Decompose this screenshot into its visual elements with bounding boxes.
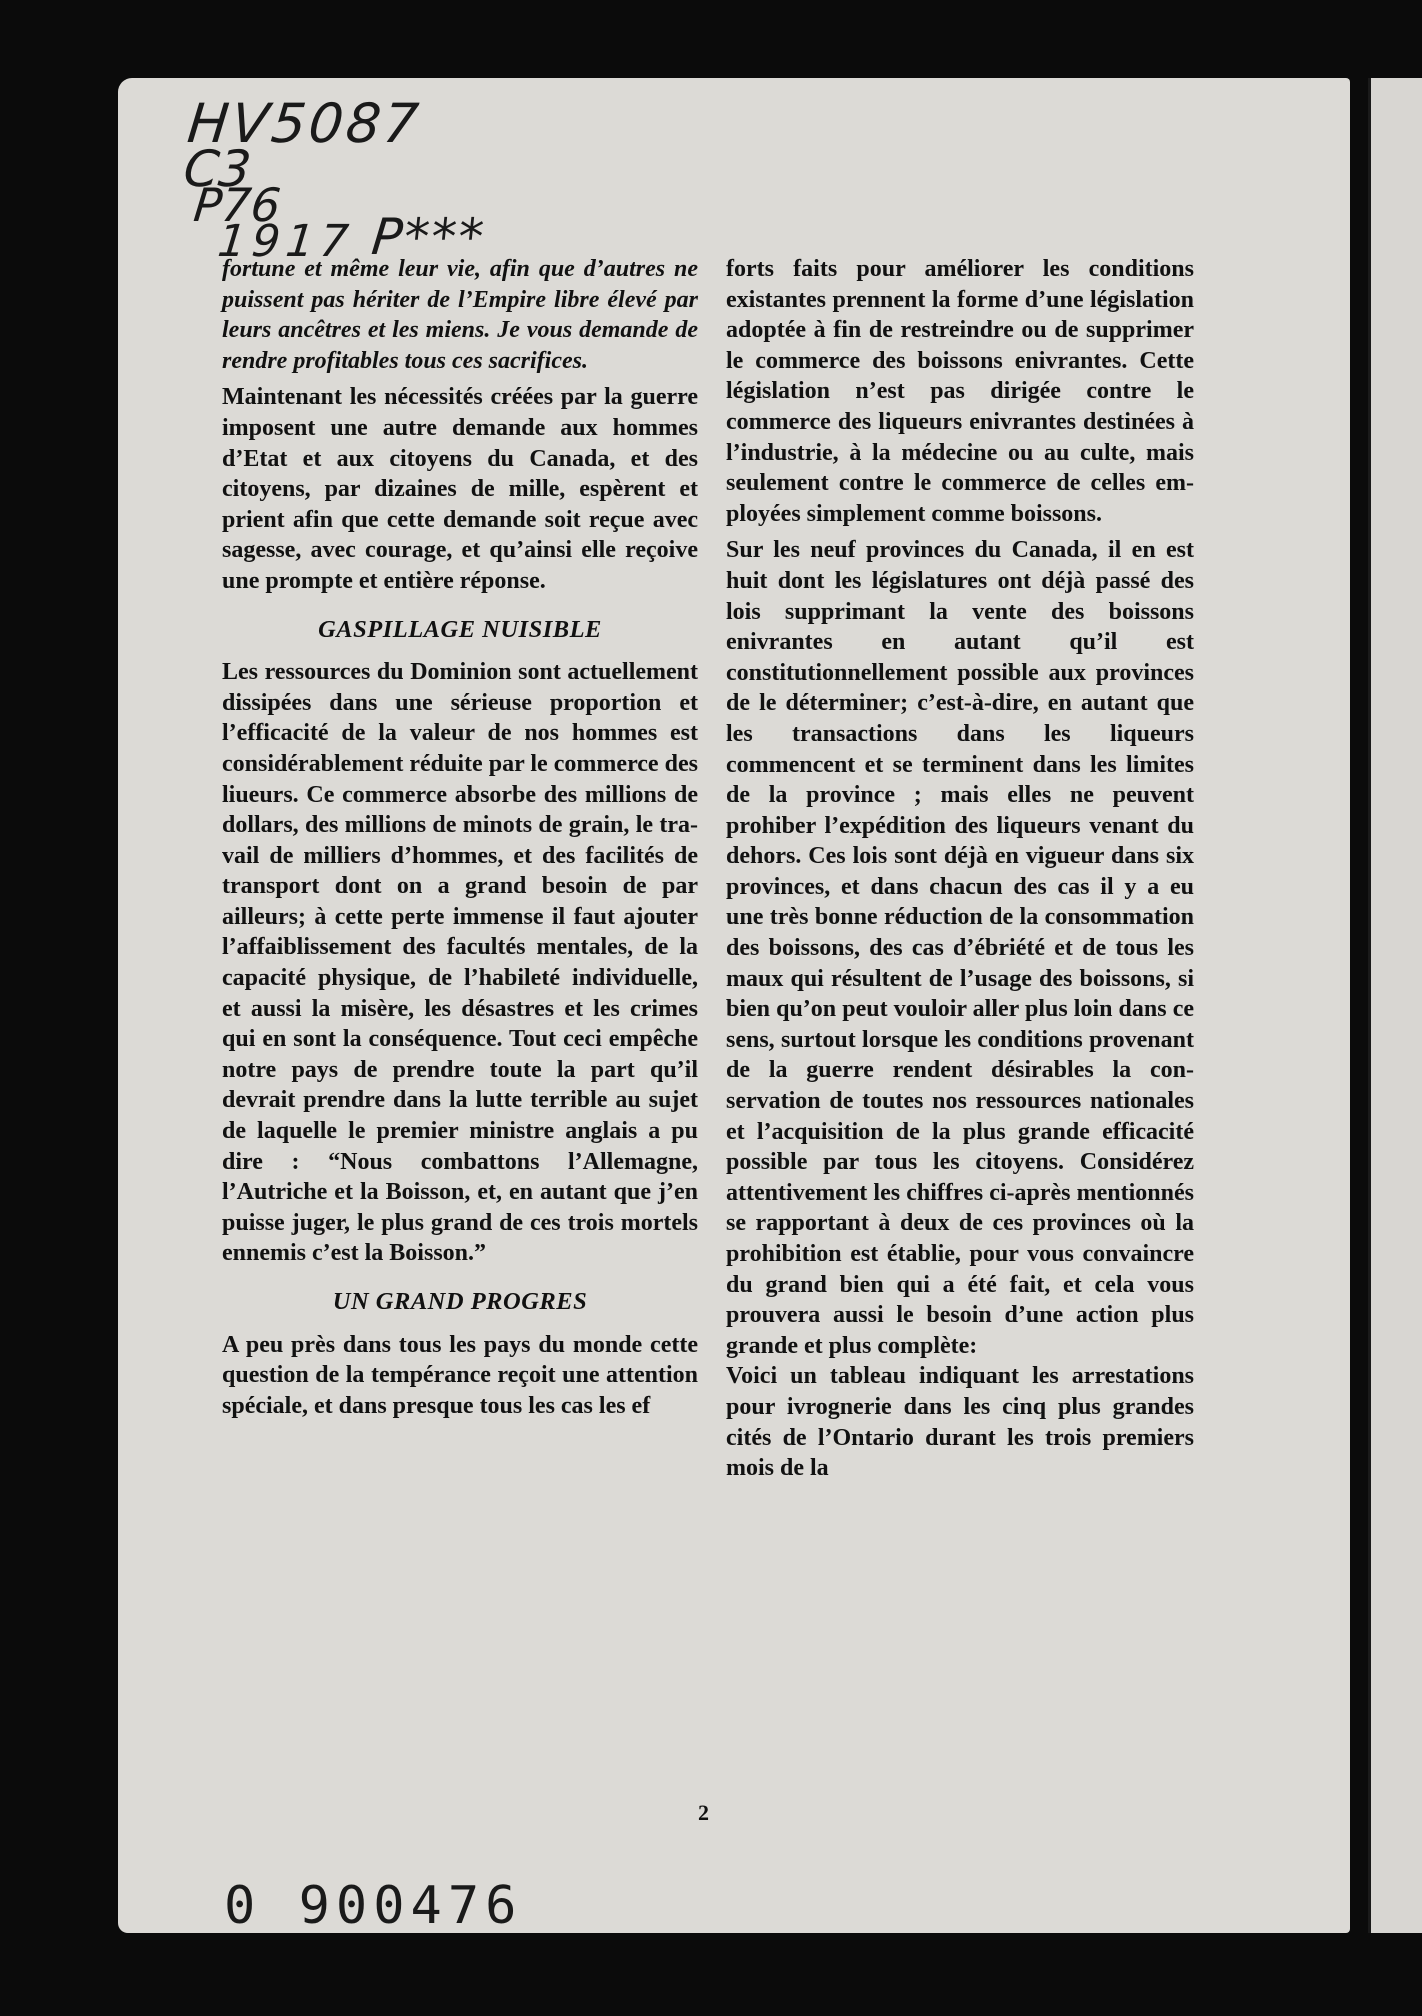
handwritten-mark: P*** bbox=[368, 208, 489, 266]
adjacent-page-edge bbox=[1368, 78, 1422, 1933]
section-heading: UN GRAND PROGRES bbox=[332, 1288, 588, 1315]
microfilm-id: 0 900476 bbox=[224, 1876, 523, 1936]
intro-italic-paragraph: fortune et même leur vie, afin que d’autres ne puissent pas hériter de l’Empire libre élevé par leurs ancêtres et les miens. Je vous demande de rendre profitables tous ces sacrifices. bbox=[222, 256, 698, 374]
body-paragraph: Sur les neuf provinces du Canada, il en est huit dont les législatures ont déjà passé des lois supprimant la vente des boissons enivrantes en autant qu’il est constitutionnellement possible aux provinces de le déterminer; c’est-à-dire, en autant que les transactions dans les liqueurs commencent et se terminent dans les limites de la province ; mais elles ne peuvent prohiber l’expédition des liqueurs venant du dehors. Ces lois sont déjà en vigueur dans six provinces, et dans chacun des cas il y a eu une très bonne réduction de la consommation des boissons, des cas d’ébriété et de tous les maux qui résultent de l’usage des boissons, si bien qu’on peut vouloir aller plus loin dans ce sens, surtout lorsque les conditions provenant de la guerre rendent désirables la conservation de toutes nos ressources nationales et l’acquisition de la plus grande efficacité possible par tous les citoyens. Considérez attentivement les chiffres ci-après mentionnés se rapportant à deux de ces provinces où la prohibition est établie, pour vous convaincre du grand bien qui a été fait, et cela vous prouvera aussi le besoin d’une action plus grande et plus complète: bbox=[726, 537, 1194, 1359]
right-text-column bbox=[726, 254, 1194, 1484]
handwritten-cutter: C3 bbox=[180, 140, 254, 198]
body-paragraph: Voici un tableau indiquant les arrestations pour ivrognerie dans les cinq plus grandes cités de l’Ontario durant les trois premiers mois de la bbox=[726, 1363, 1194, 1482]
handwritten-year: 1917 bbox=[215, 216, 357, 267]
body-paragraph: forts faits pour améliorer les conditions existantes prennent la forme d’une législation adoptée à fin de restreindre ou de supprimer le commerce des boissons enivrantes. Cette législation n’est pas dirigée contre le commerce des liqueurs enivrantes destinées à l’industrie, à la médecine ou au culte, mais seulement contre le commerce de celles employées simplement comme boissons. bbox=[726, 256, 1194, 527]
section-heading: GASPILLAGE NUISIBLE bbox=[318, 615, 602, 643]
handwritten-call-number: HV5087 bbox=[184, 92, 425, 155]
body-paragraph: A peu près dans tous les pays du monde cette question de la tempérance reçoit une attention spéciale, et dans presque tous les cas les ef bbox=[222, 1331, 698, 1419]
page-number: 2 bbox=[698, 1800, 709, 1825]
handwritten-item: P76 bbox=[191, 178, 284, 232]
body-paragraph: Maintenant les nécessités créées par la guerre imposent une autre demande aux hommes d’Etat et aux citoyens du Canada, et des citoyens, par dizaines de mille, espèrent et prient afin que cette demande soit reçue avec sagesse, avec courage, et qu’ainsi elle reçoive une prompte et entière réponse. bbox=[222, 384, 698, 594]
left-text-column bbox=[222, 254, 698, 1421]
body-paragraph: Les ressources du Dominion sont actuellement dissipées dans une sérieuse proportion et l’efficacité de la valeur de nos hommes est considérablement réduite par le commerce des liueurs. Ce commerce absorbe des millions de dollars, des millions de minots de grain, le travail de milliers d’hommes, et des facilités de transport dont on a grand besoin de par ailleurs; à cette perte immense il faut ajouter l’affaiblissement des facultés mentales, de la capacité physique, de l’habileté individuelle, et aussi la misère, les désastres et les crimes qui en sont la conséquence. Tout ceci empêche notre pays de prendre toute la part qu’il devrait prendre dans la lutte terrible au sujet de laquelle le premier ministre anglais a pu dire : “Nous combattons l’Allemagne, l’Autriche et la Boisson, et, en autant que j’en puisse juger, le plus grand de ces trois mortels ennemis c’est la Boisson.” bbox=[222, 659, 698, 1267]
